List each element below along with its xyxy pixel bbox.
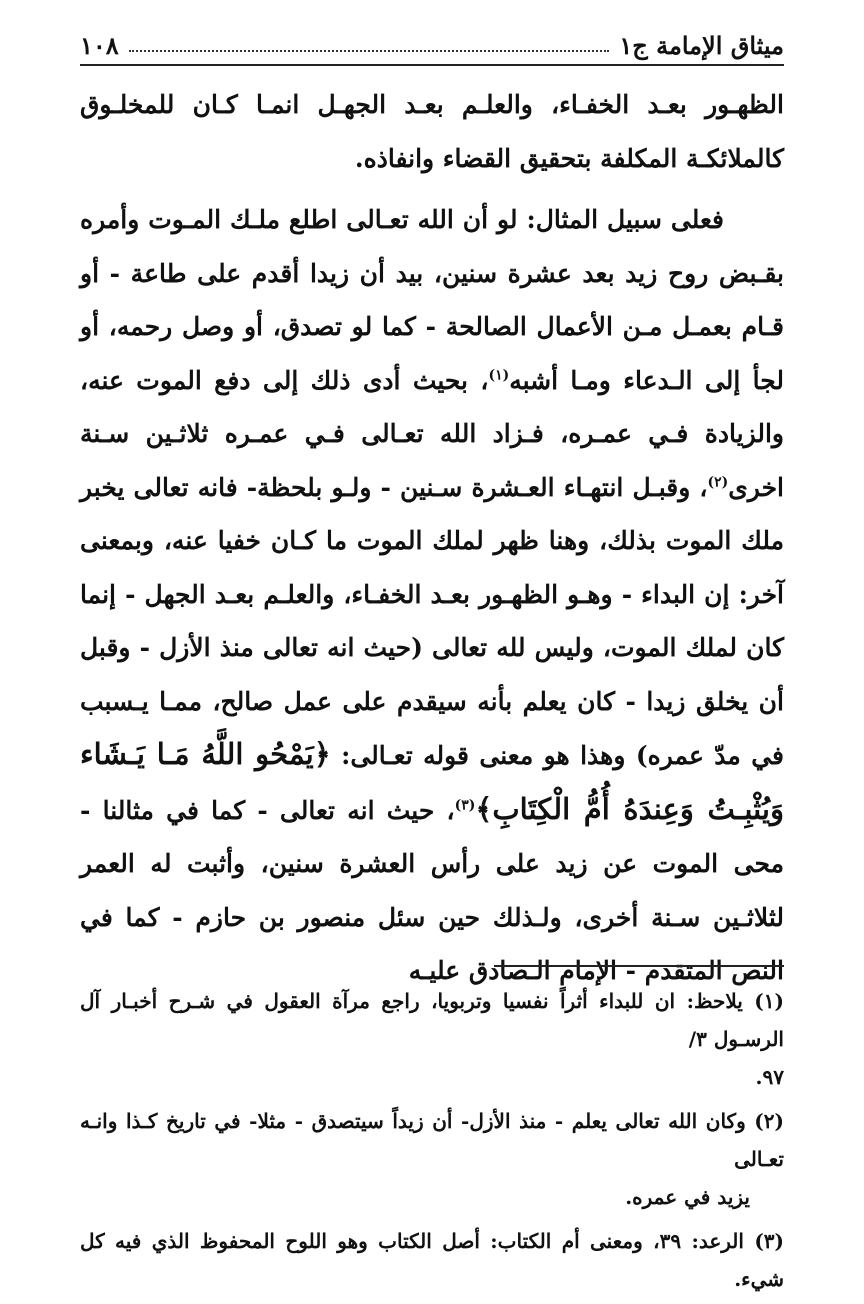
footnote-2-continuation: يزيد في عمره. [625, 1185, 750, 1209]
footnote-1-continuation: ٩٧. [755, 1065, 784, 1089]
footnotes [80, 982, 784, 1304]
footnote-2-text: (٢) وكان الله تعالى يعلم - منذ الأزل- أن زيداً سيتصدق - مثلا- في تاريخ كـذا وانـه تعـالى [80, 1109, 784, 1171]
footnote-ref-2: (٢) [707, 474, 729, 491]
footnote-2 [80, 1102, 784, 1216]
main-text [80, 78, 784, 998]
paragraph-2-part-b: ، بحيث أدى ذلك إلى دفع الموت عنه، والزيادة فـي عمـره، فـزاد الله تعـالى فـي عمـره ثلاثـين سـنة اخرى [80, 365, 784, 502]
paragraph-2-part-a: فعلى سبيل المثال: لو أن الله تعـالى اطلع ملـك المـوت وأمره بقـبض روح زيد بعد عشرة سنين، بيد أن زيدا أقدم على طاعة - أو قـام بعمـل مـن الأعمال الصالحة - كما لو تصدق، أو وصل رحمه، أو لجأ إلى الـدعاء ومـا أشبه [80, 205, 784, 395]
footnote-separator [494, 965, 784, 967]
footnote-1 [80, 982, 784, 1096]
footnote-ref-3: (٣) [454, 797, 476, 814]
paragraph-2 [80, 193, 784, 998]
running-header [80, 20, 784, 66]
paragraph-2-part-c: ، وقبـل انتهـاء العـشرة سـنين - ولـو بلحظة- فانه تعالى يخبر ملك الموت بذلك، وهنا ظهر لملك الموت ما كـان خفيا عنه، وبمعنى آخر: إن البداء - وهـو الظهـور بعـد الخفـاء، والعلـم بعـد الجهل - إنما كان لملك الموت، وليس لله تعالى (حيث انه تعالى منذ الأزل - وقبل أن يخلق زيدا - كان يعلم بأنه سيقدم على عمل صالح، ممـا يـسبب في مدّ عمره) وهذا هو معنى قوله تعـالى: [80, 472, 784, 770]
header-leader-dots [129, 50, 610, 52]
running-header-title: ميثاق الإمامة ج١ [619, 31, 784, 60]
footnote-3: (٣) الرعد: ٣٩، ومعنى أم الكتاب: أصل الكتاب وهو اللوح المحفوظ الذي فيه كل شيء. [80, 1229, 785, 1291]
footnote-1-text: (١) يلاحظ: ان للبداء أثراً نفسيا وتربويا، راجع مرآة العقول في شـرح أخبـار آل الرسـول ٣/ [80, 989, 784, 1051]
paragraph-2-part-d: ، حيث انه تعالى - كما في مثالنا - محى الموت عن زيد على رأس العشرة سنين، وأثبت له العمر لثلاثـين سـنة أخرى، ولـذلك حين سئل منصور بن حازم - كما في النص المتقدم - الإمام الـصادق عليـه [80, 795, 784, 985]
paragraph-1: الظهـور بعـد الخفـاء، والعلـم بعـد الجهـل انمـا كـان للمخلـوق كالملائكـة المكلفة بتحقيق القضاء وانفاذه. [80, 90, 784, 173]
page-number: ١٠٨ [80, 31, 119, 60]
quran-verse: ﴿يَمْحُو اللَّهُ مَـا يَـشَاء وَيُثْبِـتُ وَعِندَهُ أُمُّ الْكِتَابِ﴾ [80, 737, 785, 826]
footnote-ref-1: (١) [488, 367, 510, 384]
